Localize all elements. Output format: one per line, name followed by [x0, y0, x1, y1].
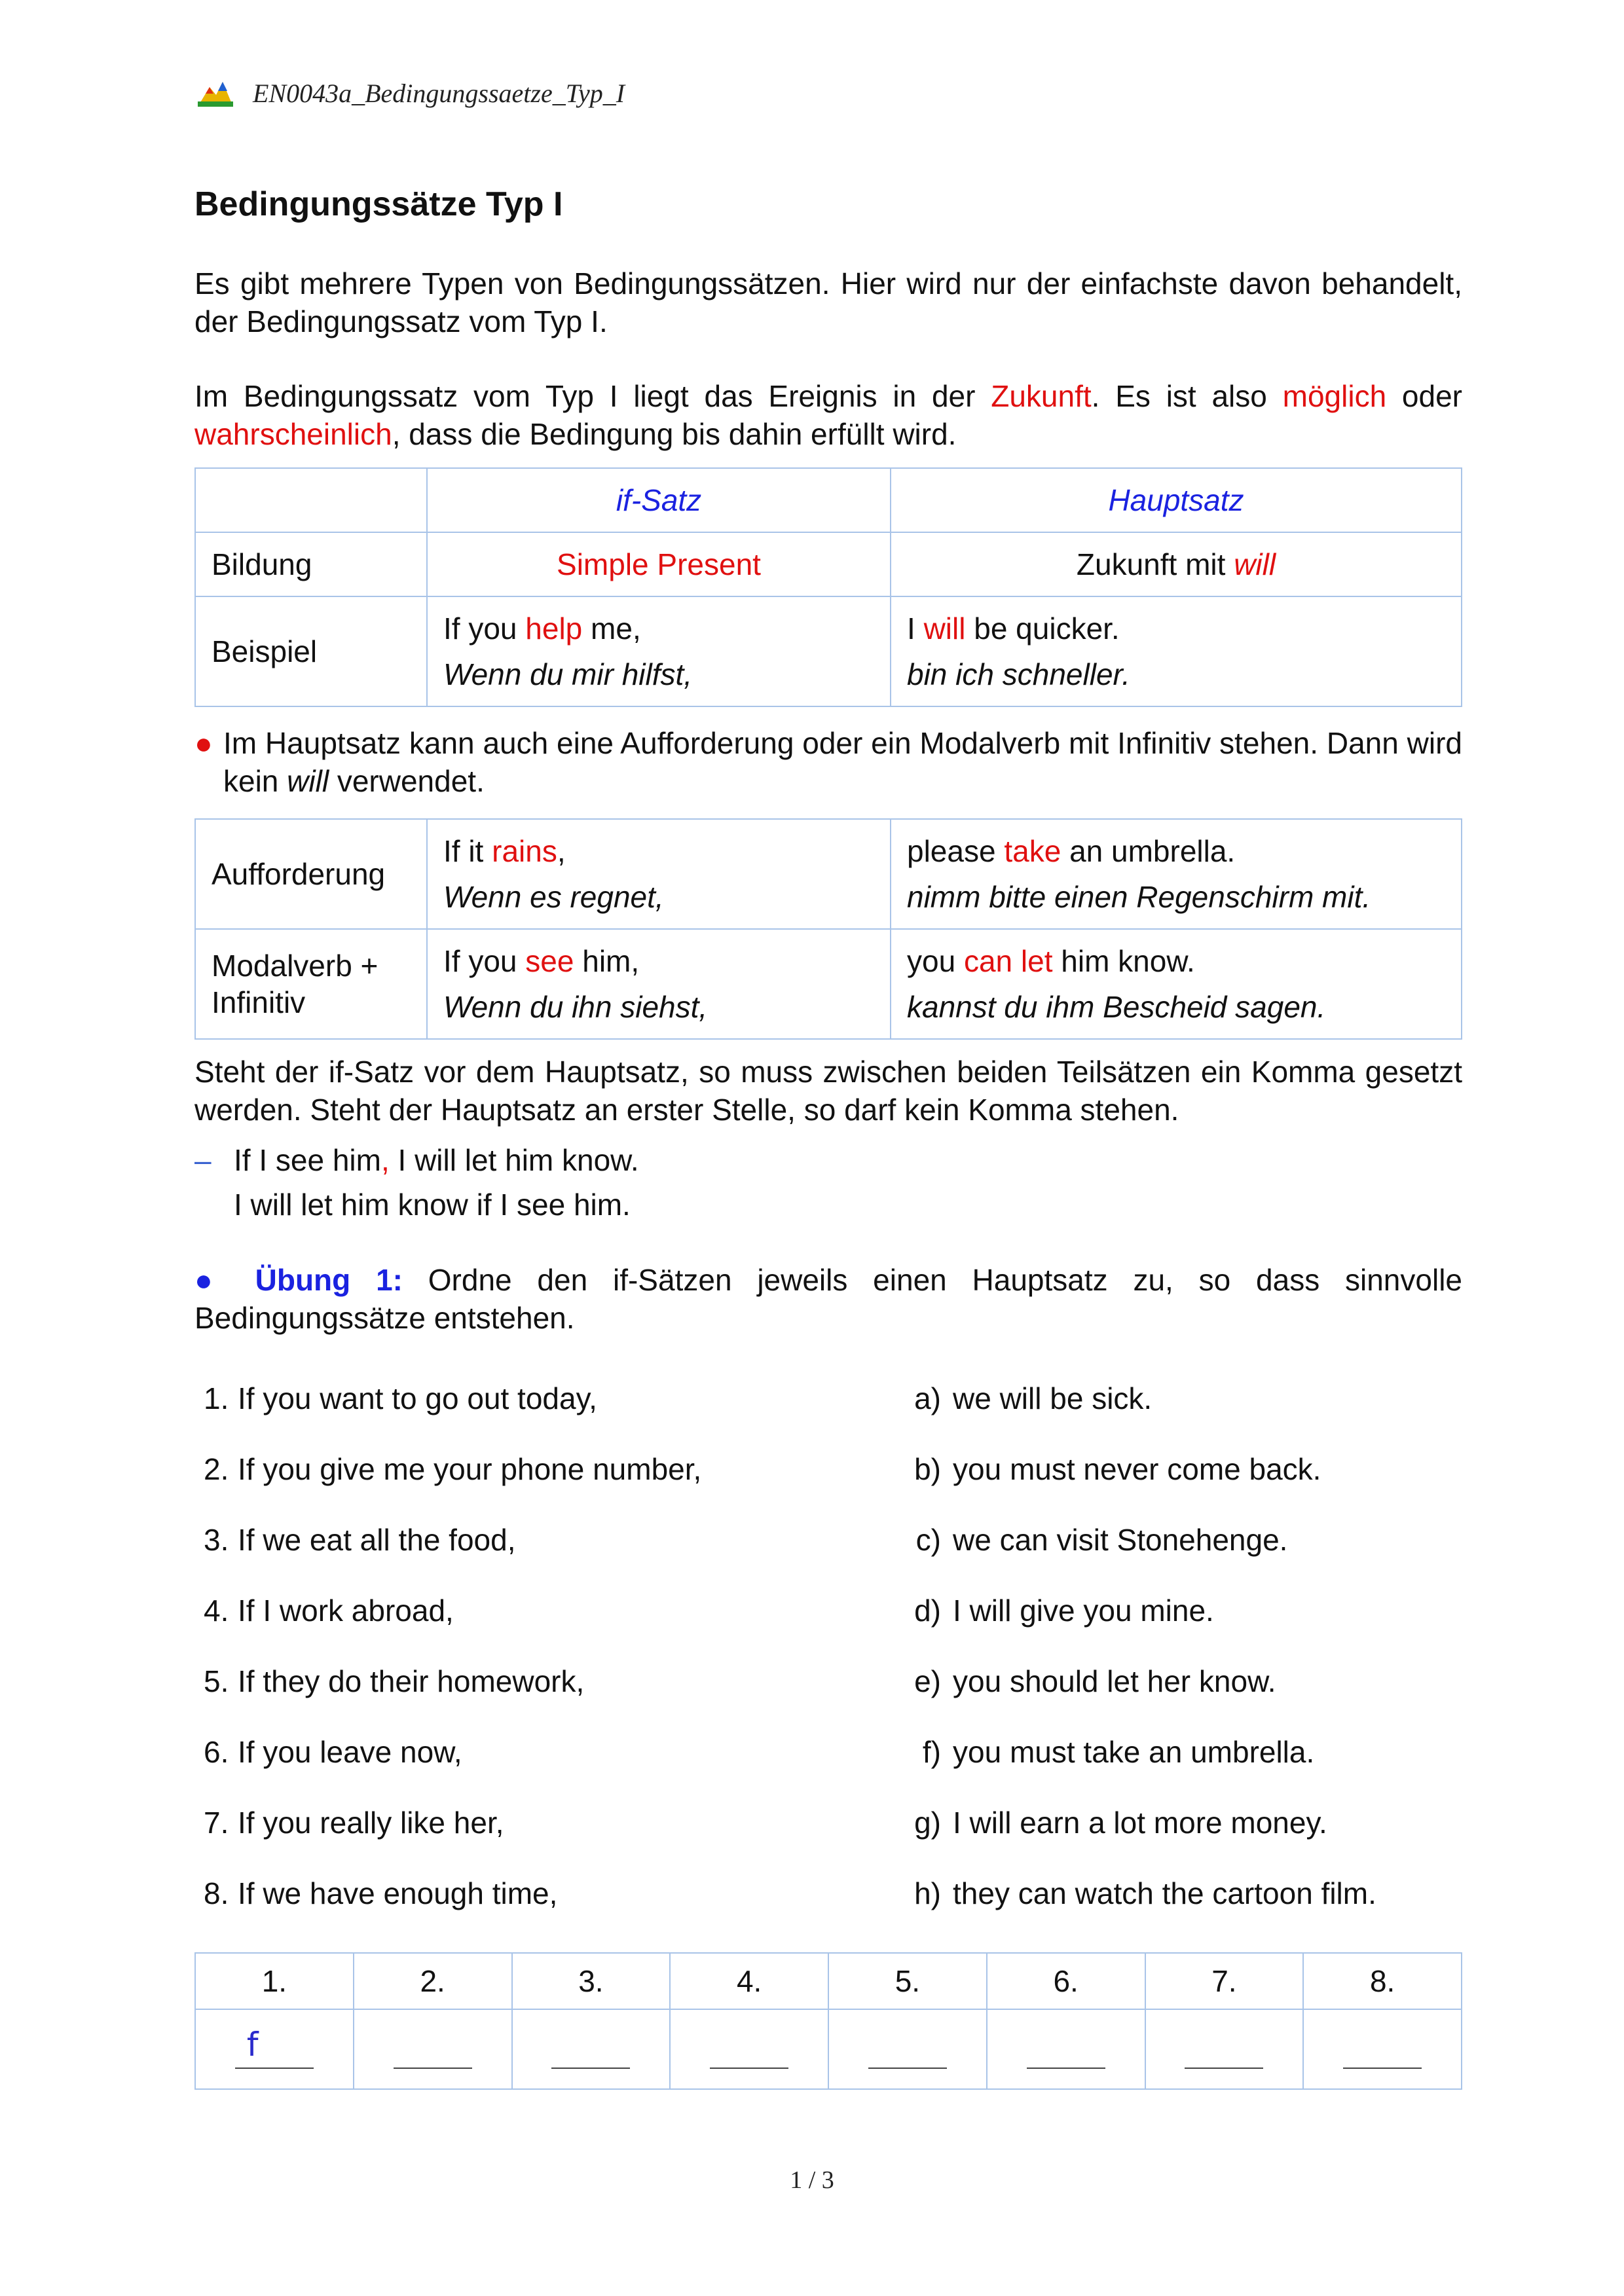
answer-filled-1: f	[246, 2025, 259, 2064]
answer-header-3: 3.	[512, 1953, 671, 2009]
answer-header-4: 4.	[670, 1953, 828, 2009]
row-label-bildung: Bildung	[195, 532, 427, 596]
aufforderung-table	[194, 818, 1462, 1040]
example-line-1: If I see him, I will let him know.	[234, 1143, 639, 1177]
answer-header-1: 1.	[195, 1953, 354, 2009]
aufforderung-hauptsatz-cell: please take an umbrella. nimm bitte einen Regenschirm mit.	[891, 819, 1462, 929]
example-line-2: I will let him know if I see him.	[234, 1188, 631, 1222]
exercise-row-2: 2. If you give me your phone number, b) you must never come back.	[204, 1452, 1321, 1486]
answer-blank-1[interactable]	[235, 2022, 314, 2069]
answer-header-8: 8.	[1303, 1953, 1462, 2009]
row-label-aufforderung: Aufforderung	[195, 819, 427, 929]
modalverb-if-cell: If you see him, Wenn du ihn siehst,	[427, 929, 891, 1039]
page-title: Bedingungssätze Typ I	[194, 185, 563, 223]
answer-table	[194, 1952, 1462, 2090]
row-label-beispiel: Beispiel	[195, 596, 427, 706]
answer-blank-3[interactable]	[551, 2022, 630, 2069]
answer-header-2: 2.	[354, 1953, 512, 2009]
intro-paragraph-1: Es gibt mehrere Typen von Bedingungssätzen. Hier wird nur der einfachste davon behandelt, der Bedingungssatz vom Typ I.	[194, 266, 1462, 338]
page-number: 1 / 3	[790, 2166, 834, 2194]
answer-blank-4[interactable]	[710, 2022, 788, 2069]
highlight-moeglich: möglich	[1282, 379, 1387, 413]
exercise-row-7: 7. If you really like her, g) I will earn a lot more money.	[204, 1806, 1327, 1840]
comma-examples	[194, 1138, 1462, 1227]
exercise-label: Übung 1:	[255, 1263, 403, 1297]
bullet-icon: ●	[194, 726, 213, 760]
row-label-modalverb: Modalverb + Infinitiv	[195, 929, 427, 1039]
col-header-hauptsatz: Hauptsatz	[891, 468, 1462, 532]
beispiel-hauptsatz-cell: I will be quicker. bin ich schneller.	[891, 596, 1462, 706]
exercise-row-5: 5. If they do their homework, e) you should let her know.	[204, 1664, 1276, 1698]
document-body	[194, 183, 1462, 2090]
bildung-if-cell: Simple Present	[427, 532, 891, 596]
answer-blank-7[interactable]	[1185, 2022, 1263, 2069]
intro-paragraph-2: Im Bedingungssatz vom Typ I liegt das Ereignis in der Zukunft. Es ist also möglich oder wahrscheinlich, dass die Bedingung bis dahin erfüllt wird.	[194, 379, 1463, 451]
col-header-if-satz: if-Satz	[427, 468, 891, 532]
answer-blank-6[interactable]	[1027, 2022, 1105, 2069]
exercise-list	[194, 1363, 1462, 1929]
answer-blank-2[interactable]	[394, 2022, 472, 2069]
aufforderung-if-cell: If it rains, Wenn es regnet,	[427, 819, 891, 929]
exercise-row-3: 3. If we eat all the food, c) we can visit Stonehenge.	[204, 1523, 1288, 1557]
mountain-logo-icon	[196, 78, 234, 108]
answer-header-5: 5.	[828, 1953, 987, 2009]
exercise-instruction: ● Übung 1: Ordne den if-Sätzen jeweils einen Hauptsatz zu, so dass sinnvolle Bedingungssätze entstehen.	[194, 1263, 1462, 1335]
exercise-row-4: 4. If I work abroad, d) I will give you mine.	[204, 1594, 1214, 1628]
table-corner-cell	[195, 468, 427, 532]
grammar-table	[194, 467, 1462, 707]
exercise-bullet-icon: ●	[194, 1263, 230, 1297]
exercise-row-8: 8. If we have enough time, h) they can watch the cartoon film.	[204, 1876, 1376, 1910]
answer-blank-8[interactable]	[1343, 2022, 1422, 2069]
exercise-row-1: 1. If you want to go out today, a) we will be sick.	[204, 1381, 1153, 1415]
exercise-row-6: 6. If you leave now, f) you must take an umbrella.	[204, 1735, 1315, 1769]
page-header	[196, 73, 625, 113]
highlight-zukunft: Zukunft	[991, 379, 1092, 413]
answer-header-7: 7.	[1145, 1953, 1304, 2009]
note-paragraph: ● Im Hauptsatz kann auch eine Aufforderung oder ein Modalverb mit Infinitiv stehen. Dann wird kein will verwendet.	[194, 724, 1462, 800]
beispiel-if-cell: If you help me, Wenn du mir hilfst,	[427, 596, 891, 706]
document-filename: EN0043a_Bedingungssaetze_Typ_I	[253, 78, 625, 108]
dash-icon: –	[194, 1143, 212, 1177]
answer-blank-5[interactable]	[868, 2022, 947, 2069]
modalverb-hauptsatz-cell: you can let him know. kannst du ihm Bescheid sagen.	[891, 929, 1462, 1039]
comma-rule-paragraph: Steht der if-Satz vor dem Hauptsatz, so muss zwischen beiden Teilsätzen ein Komma gesetzt werden. Steht der Hauptsatz an erster Stelle, so darf kein Komma stehen.	[194, 1055, 1462, 1127]
answer-header-6: 6.	[987, 1953, 1145, 2009]
bildung-hauptsatz-cell: Zukunft mit will	[891, 532, 1462, 596]
highlight-wahrscheinlich: wahrscheinlich	[194, 417, 392, 451]
